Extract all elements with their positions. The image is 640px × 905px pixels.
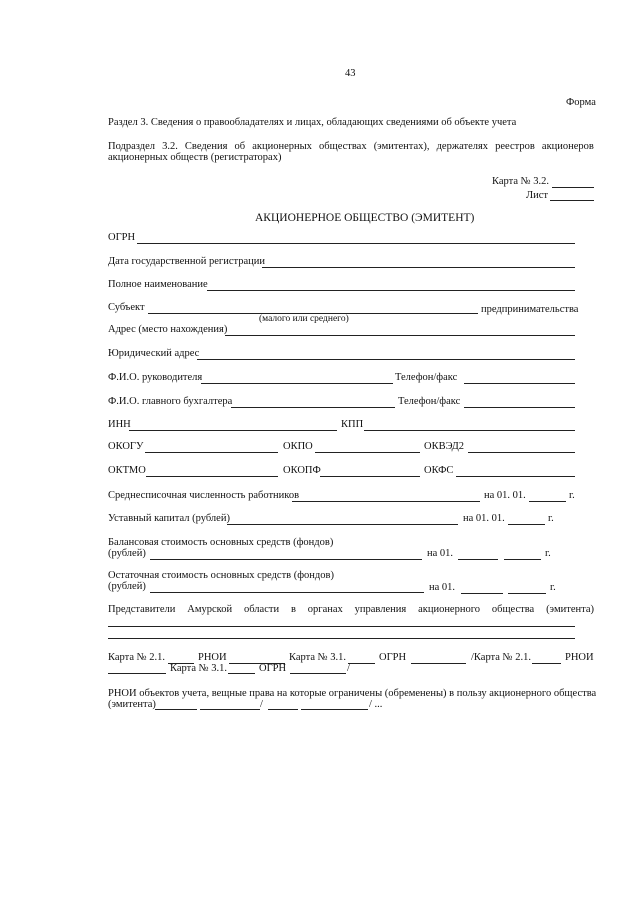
subsection-title-word: 3.2. [162, 141, 178, 152]
residual-value-field[interactable] [150, 592, 424, 593]
subsection-title-word: акционерных [252, 141, 312, 152]
subsection-title-word: акционеров [541, 141, 594, 152]
director-label: Ф.И.О. руководителя [108, 372, 203, 383]
book-value-rubles: (рублей) [108, 548, 146, 559]
okpo-label: ОКПО [283, 441, 313, 452]
reg-date-label: Дата государственной регистрации [108, 256, 265, 267]
rnoi-objects-field-2[interactable] [200, 709, 260, 710]
representatives-word: области [243, 604, 280, 615]
address-label: Адрес (место нахождения) [108, 324, 228, 335]
book-value-field[interactable] [150, 559, 422, 560]
subsection-title-word: об [234, 141, 246, 152]
sheet-field[interactable] [550, 200, 594, 201]
phone-fax-label-1: Телефон/факс [395, 372, 458, 383]
kpp-label: КПП [341, 419, 364, 430]
rnoi-objects-field-3[interactable] [268, 709, 298, 710]
residual-value-year-field[interactable] [508, 593, 546, 594]
subsection-title-line2: акционерных обществ (регистраторах) [108, 152, 282, 163]
legal-address-label: Юридический адрес [108, 348, 200, 359]
headcount-date-label: на 01. 01. [484, 490, 526, 501]
okved2-label: ОКВЭД2 [424, 441, 465, 452]
residual-value-label: Остаточная стоимость основных средств (фондов) [108, 570, 334, 581]
representatives-label [108, 604, 594, 617]
small-or-medium-note: (малого или среднего) [259, 314, 349, 324]
book-value-date-field[interactable] [458, 559, 498, 560]
okfs-label: ОКФС [424, 465, 454, 476]
card-number-field[interactable] [552, 187, 594, 188]
subject-label: Субъект [108, 302, 145, 313]
okpo-field[interactable] [315, 452, 420, 453]
subsection-title-word: (эмитентах), [373, 141, 430, 152]
headcount-label: Среднесписочная численность работников [108, 490, 300, 501]
oktmo-label: ОКТМО [108, 465, 146, 476]
section-title: Раздел 3. Сведения о правообладателях и лицах, обладающих сведениями об объекте учета [108, 117, 517, 128]
card-3-1-field[interactable] [348, 663, 375, 664]
subsection-title-word: держателях [436, 141, 489, 152]
card-3-1-field-2[interactable] [228, 673, 255, 674]
full-name-field[interactable] [207, 290, 575, 291]
representatives-word: управления [354, 604, 407, 615]
page-number: 43 [345, 68, 356, 79]
representatives-field-2[interactable] [108, 638, 575, 639]
kpp-field[interactable] [364, 430, 575, 431]
residual-value-rubles: (рублей) [108, 581, 146, 592]
form-label: Форма [566, 97, 596, 108]
address-field[interactable] [225, 335, 575, 336]
ogrn-label-card: ОГРН [379, 652, 407, 663]
rnoi-objects-slash: / [260, 699, 263, 710]
okogu-field[interactable] [145, 452, 278, 453]
capital-year-suffix: г. [548, 513, 554, 524]
inn-field[interactable] [129, 430, 337, 431]
subsection-title-word: Сведения [184, 141, 228, 152]
rnoi-objects-field-1[interactable] [155, 709, 197, 710]
legal-address-field[interactable] [197, 359, 575, 360]
okved2-field[interactable] [468, 452, 575, 453]
representatives-word: (эмитента) [546, 604, 594, 615]
headcount-year-suffix: г. [569, 490, 575, 501]
chief-accountant-field[interactable] [231, 407, 395, 408]
rnoi-objects-field-4[interactable] [301, 709, 368, 710]
rnoi-label-1: РНОИ [198, 652, 227, 663]
oktmo-field[interactable] [146, 476, 278, 477]
inn-label: ИНН [108, 419, 131, 430]
residual-value-date-label: на 01. [429, 582, 456, 593]
subsection-title-word: Подраздел [108, 141, 155, 152]
ogrn-card-field[interactable] [411, 663, 466, 664]
book-value-label: Балансовая стоимость основных средств (фондов) [108, 537, 334, 548]
phone-fax-label-2: Телефон/факс [398, 396, 461, 407]
ogrn-label: ОГРН [108, 232, 136, 243]
phone-fax-field-2[interactable] [464, 407, 575, 408]
residual-value-year-suffix: г. [550, 582, 556, 593]
book-value-year-suffix: г. [545, 548, 551, 559]
subsection-title-word: обществах [319, 141, 367, 152]
card-3-1-label: Карта № 3.1. [289, 652, 347, 663]
chief-accountant-label: Ф.И.О. главного бухгалтера [108, 396, 233, 407]
headcount-year-field[interactable] [529, 501, 566, 502]
full-name-label: Полное наименование [108, 279, 208, 290]
rnoi-continuation-field[interactable] [108, 673, 166, 674]
director-field[interactable] [201, 383, 393, 384]
charter-capital-label: Уставный капитал (рублей) [108, 513, 230, 524]
rnoi-objects-emitent: (эмитента) [108, 699, 156, 710]
rnoi-label-2: РНОИ [565, 652, 594, 663]
reg-date-field[interactable] [262, 267, 575, 268]
subsection-title-word: реестров [495, 141, 535, 152]
card-2-1-label: Карта № 2.1. [108, 652, 166, 663]
charter-capital-field[interactable] [227, 524, 458, 525]
card-2-1-field-b[interactable] [532, 663, 561, 664]
okopf-field[interactable] [320, 476, 420, 477]
okogu-label: ОКОГУ [108, 441, 144, 452]
book-value-date-label: на 01. [427, 548, 454, 559]
rnoi-objects-tail: / ... [369, 699, 383, 710]
residual-value-date-field[interactable] [461, 593, 503, 594]
representatives-word: органах [307, 604, 343, 615]
ogrn-label-card-2: ОГРН [259, 663, 287, 674]
card-3-1-label-2: Карта № 3.1. [170, 663, 228, 674]
sheet-label: Лист [526, 190, 548, 201]
capital-date-label: на 01. 01. [463, 513, 505, 524]
form-heading: АКЦИОНЕРНОЕ ОБЩЕСТВО (ЭМИТЕНТ) [255, 212, 475, 224]
card-number-label: Карта № 3.2. [492, 176, 550, 187]
ogrn-field[interactable] [137, 243, 575, 244]
representatives-word: общества [491, 604, 535, 615]
headcount-field[interactable] [292, 501, 480, 502]
phone-fax-field-1[interactable] [464, 383, 575, 384]
card-line2-slash: / [347, 663, 350, 674]
okfs-field[interactable] [456, 476, 575, 477]
rnoi-objects-text: РНОИ объектов учета, вещные права на которые ограничены (обременены) в пользу акционерного общества [108, 688, 597, 699]
representatives-word: Амурской [187, 604, 233, 615]
okopf-label: ОКОПФ [283, 465, 321, 476]
book-value-year-field[interactable] [504, 559, 541, 560]
representatives-word: Представители [108, 604, 176, 615]
entrepreneurship-label: предпринимательства [481, 304, 579, 315]
card-2-1-label-b: /Карта № 2.1. [471, 652, 531, 663]
representatives-word: в [290, 604, 296, 615]
capital-year-field[interactable] [508, 524, 545, 525]
representatives-word: акционерного [418, 604, 481, 615]
representatives-field-1[interactable] [108, 626, 575, 627]
ogrn-card-field-2[interactable] [290, 673, 346, 674]
